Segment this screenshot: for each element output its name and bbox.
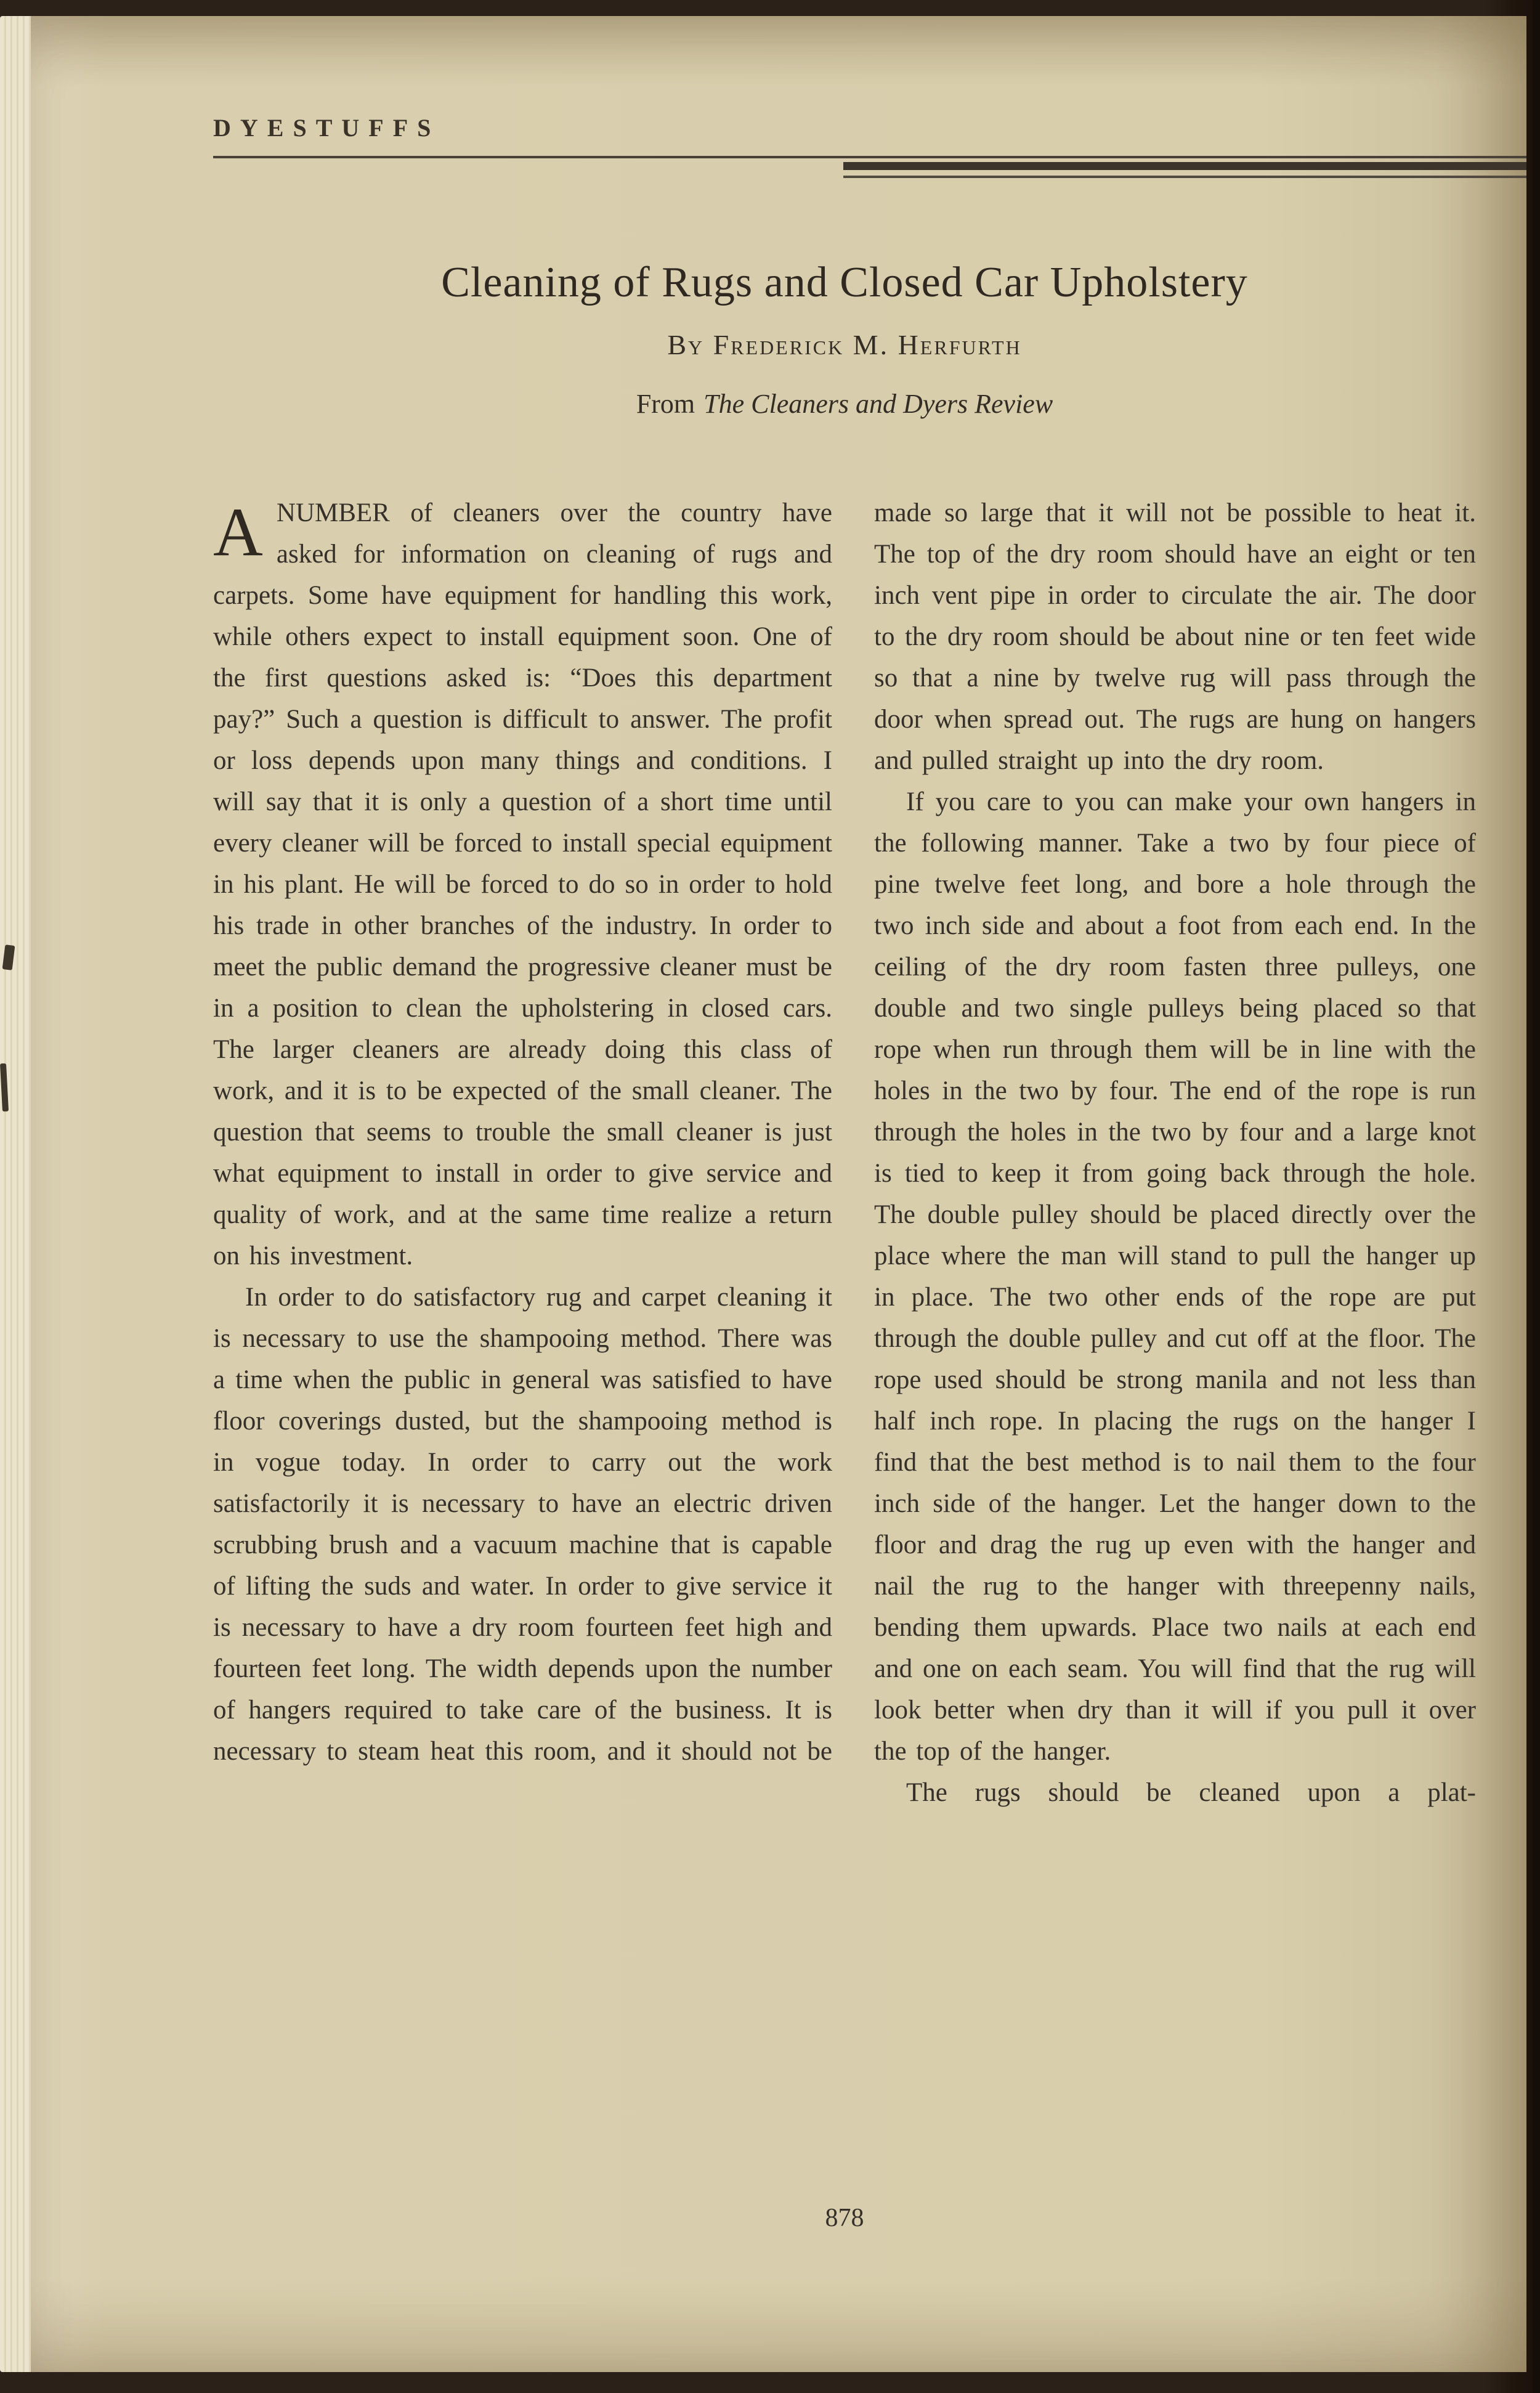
lead-word: NUMBER (276, 498, 390, 527)
header-rule (213, 156, 1526, 185)
right-column (874, 492, 1476, 1813)
paragraph-1-text: of cleaners over the country have asked for information on cleaning of rugs and carpets. Some have equipment for handling this work, while others expect to install equipment soon. One of the first questions asked is: “Does this department pay?” Such a question is difficult to answer. The profit or loss depends upon many things and conditions. I will say that it is only a question of a short time until every cleaner will be forced to install special equipment in his plant. He will be forced to do so in order to hold his trade in other branches of the industry. In order to meet the public demand the progressive cleaner must be in a position to clean the upholstering in closed cars. The larger cleaners are already doing this class of work, and it is to be expected of the small cleaner. The question that seems to trouble the small cleaner is just what equipment to install in order to give service and quality of work, and at the same time realize a return on his investment. (213, 498, 832, 1270)
paragraph-2-continued: made so large that it will not be possible to heat it. The top of the dry room should have an eight or ten inch vent pipe in order to circulate the air. The door to the dry room should be about nine or ten feet wide so that a nine by twelve rug will pass through the door when spread out. The rugs are hung on hangers and pulled straight up into the dry room. (874, 498, 1476, 775)
paragraph-4: The rugs should be cleaned upon a plat- (906, 1778, 1476, 1807)
header-rule-thick (843, 162, 1526, 170)
article-byline: By Frederick M. Herfurth (667, 329, 1022, 360)
drop-cap: A (213, 494, 263, 571)
article-source (213, 388, 1476, 420)
page-edge-mark (2, 945, 15, 970)
publication-masthead: DYESTUFFS (213, 114, 440, 142)
paragraph-1 (213, 492, 832, 1277)
header-rule-thin (213, 156, 1526, 158)
paragraph-2: In order to do satisfactory rug and carpet cleaning it is necessary to use the shampooing method. There was a time when the public in general was satisfied to have floor coverings dusted, but the shampooing method is in vogue today. In order to carry out the work satisfactorily it is necessary to have an electric driven scrubbing brush and a vacuum machine that is capable of lifting the suds and water. In order to give service it is necessary to have a dry room fourteen feet high and fourteen feet long. The width depends upon the number of hangers required to take care of the business. It is necessary to steam heat this room, and it should not be (213, 1283, 832, 1766)
page-edge-mark (0, 1063, 9, 1111)
source-prefix: From (636, 389, 695, 419)
page-paper (31, 16, 1526, 2372)
photo-right-edge (1533, 0, 1540, 2393)
article-content (31, 258, 1526, 1813)
page-number: 878 (825, 2204, 864, 2232)
masthead-section (31, 16, 1526, 185)
header-rule-thin-lower (843, 176, 1526, 178)
page-fore-edges (0, 16, 31, 2372)
paragraph-3: If you care to you can make your own hangers in the following manner. Take a two by four piece of pine twelve feet long, and bore a hole through the two inch side and about a foot from each end. In the ceiling of the dry room fasten three pulleys, one double and two single pulleys being placed so that rope when run through them will be in line with the holes in the two by four. The end of the rope is run through the holes in the two by four and a large knot is tied to keep it from going back through the hole. The double pulley should be placed directly over the place where the man will stand to pull the hanger up in place. The two other ends of the rope are put through the double pulley and cut off at the floor. The rope used should be strong manila and not less than half inch rope. In placing the rugs on the hanger I find that the best method is to nail them to the four inch side of the hanger. Let the hanger down to the floor and drag the rug up even with the hanger and nail the rug to the hanger with threepenny nails, bending them upwards. Place two nails at each end and one on each seam. You will find that the rug will look better when dry than it will if you pull it over the top of the hanger. (874, 787, 1476, 1766)
body-columns (213, 492, 1476, 1813)
article-title: Cleaning of Rugs and Closed Car Upholstery (441, 259, 1248, 306)
source-publication: The Cleaners and Dyers Review (703, 389, 1053, 419)
left-column (213, 492, 832, 1813)
